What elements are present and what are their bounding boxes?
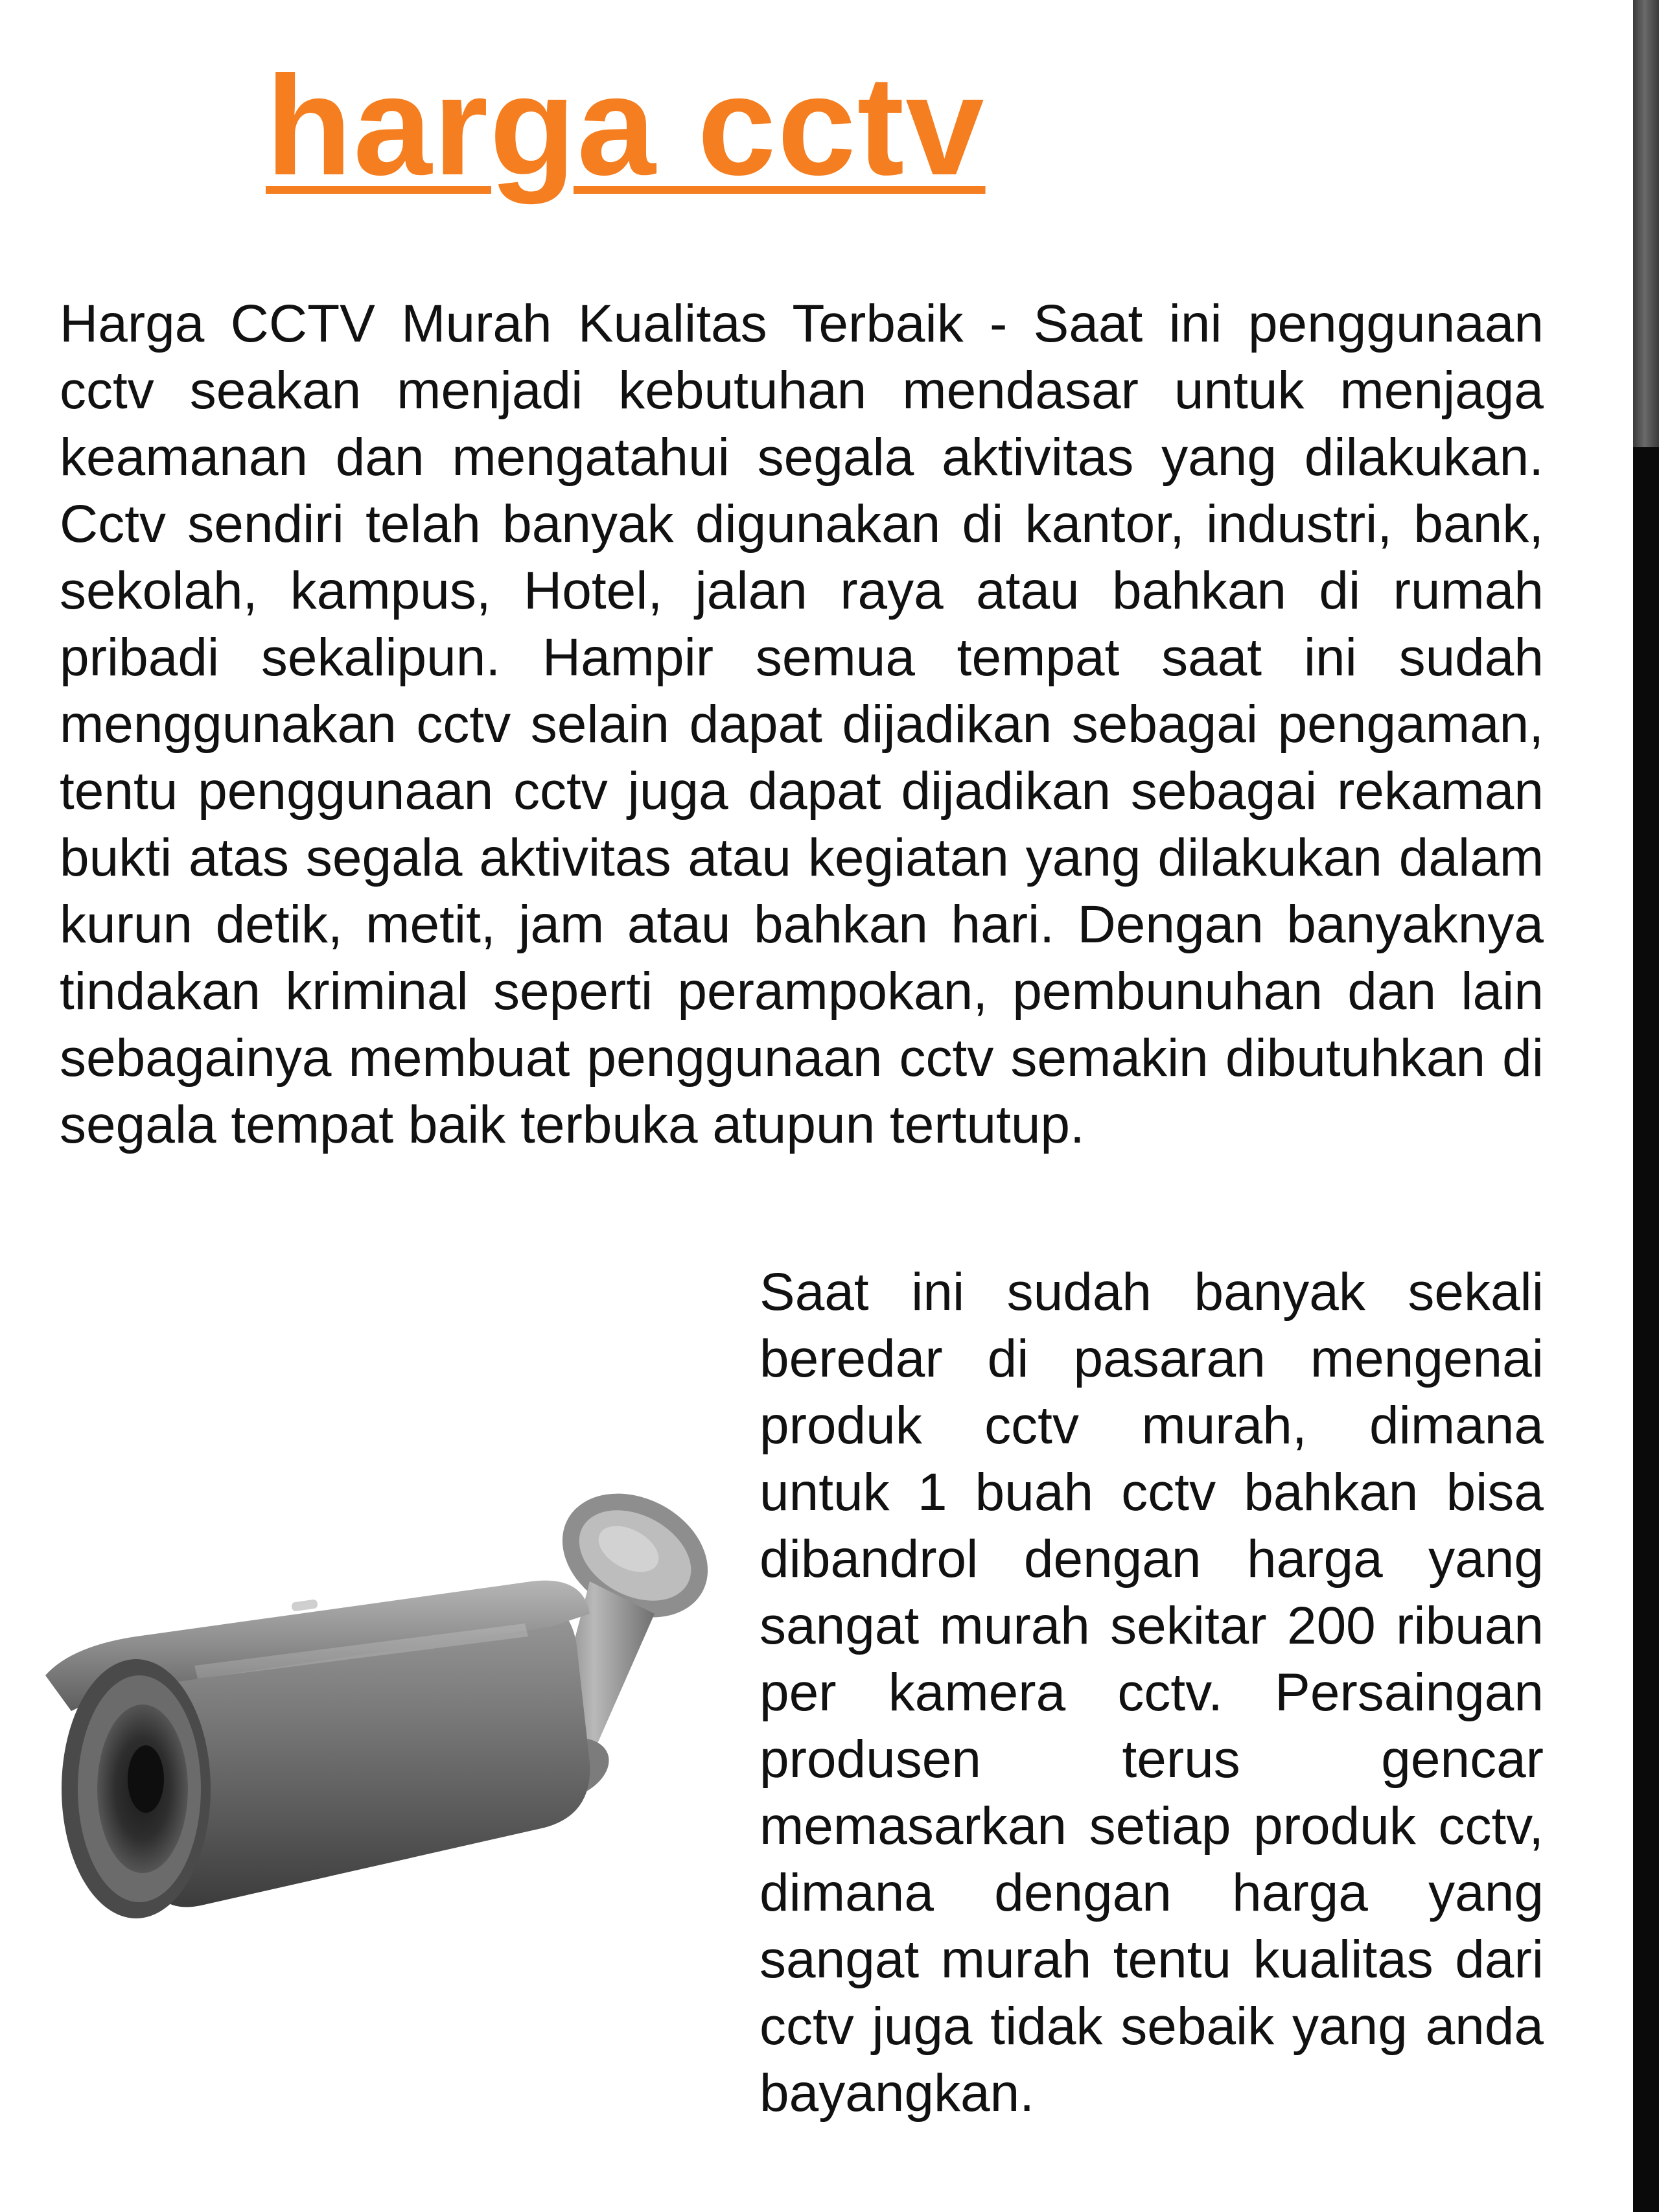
vertical-scrollbar[interactable] xyxy=(1633,0,1659,2212)
market-paragraph: Saat ini sudah banyak sekali beredar di pasaran mengenai produk cctv murah, dimana untuk 1 buah cctv bahkan bisa dibandrol dengan harga yang sangat murah sekitar 200 ribuan per kamera cctv. Persaingan produsen terus gencar memasarkan setiap produk cctv, dimana dengan harga yang sangat murah tentu kualitas dari cctv juga tidak sebaik yang anda bayangkan. xyxy=(760,1263,1544,2123)
page-title: harga cctv xyxy=(266,47,986,205)
scrollbar-thumb[interactable] xyxy=(1633,0,1659,447)
cctv-camera-image xyxy=(32,1452,758,1977)
intro-paragraph: Harga CCTV Murah Kualitas Terbaik - Saat ini penggunaan cctv seakan menjadi kebutuhan mendasar untuk menjaga keamanan dan mengatahui segala aktivitas yang dilakukan. Cctv sendiri telah banyak digunakan di kantor, industri, bank, sekolah, kampus, Hotel, jalan raya atau bahkan di rumah pribadi sekalipun. Hampir semua tempat saat ini sudah menggunakan cctv selain dapat dijadikan sebagai pengaman, tentu penggunaan cctv juga dapat dijadikan sebagai rekaman bukti atas segala aktivitas atau kegiatan yang dilakukan dalam kurun detik, metit, jam atau bahkan hari. Dengan banyaknya tindakan kriminal seperti perampokan, pembunuhan dan lain sebagainya membuat penggunaan cctv semakin dibutuhkan di segala tempat baik terbuka atupun tertutup. xyxy=(60,294,1544,1154)
